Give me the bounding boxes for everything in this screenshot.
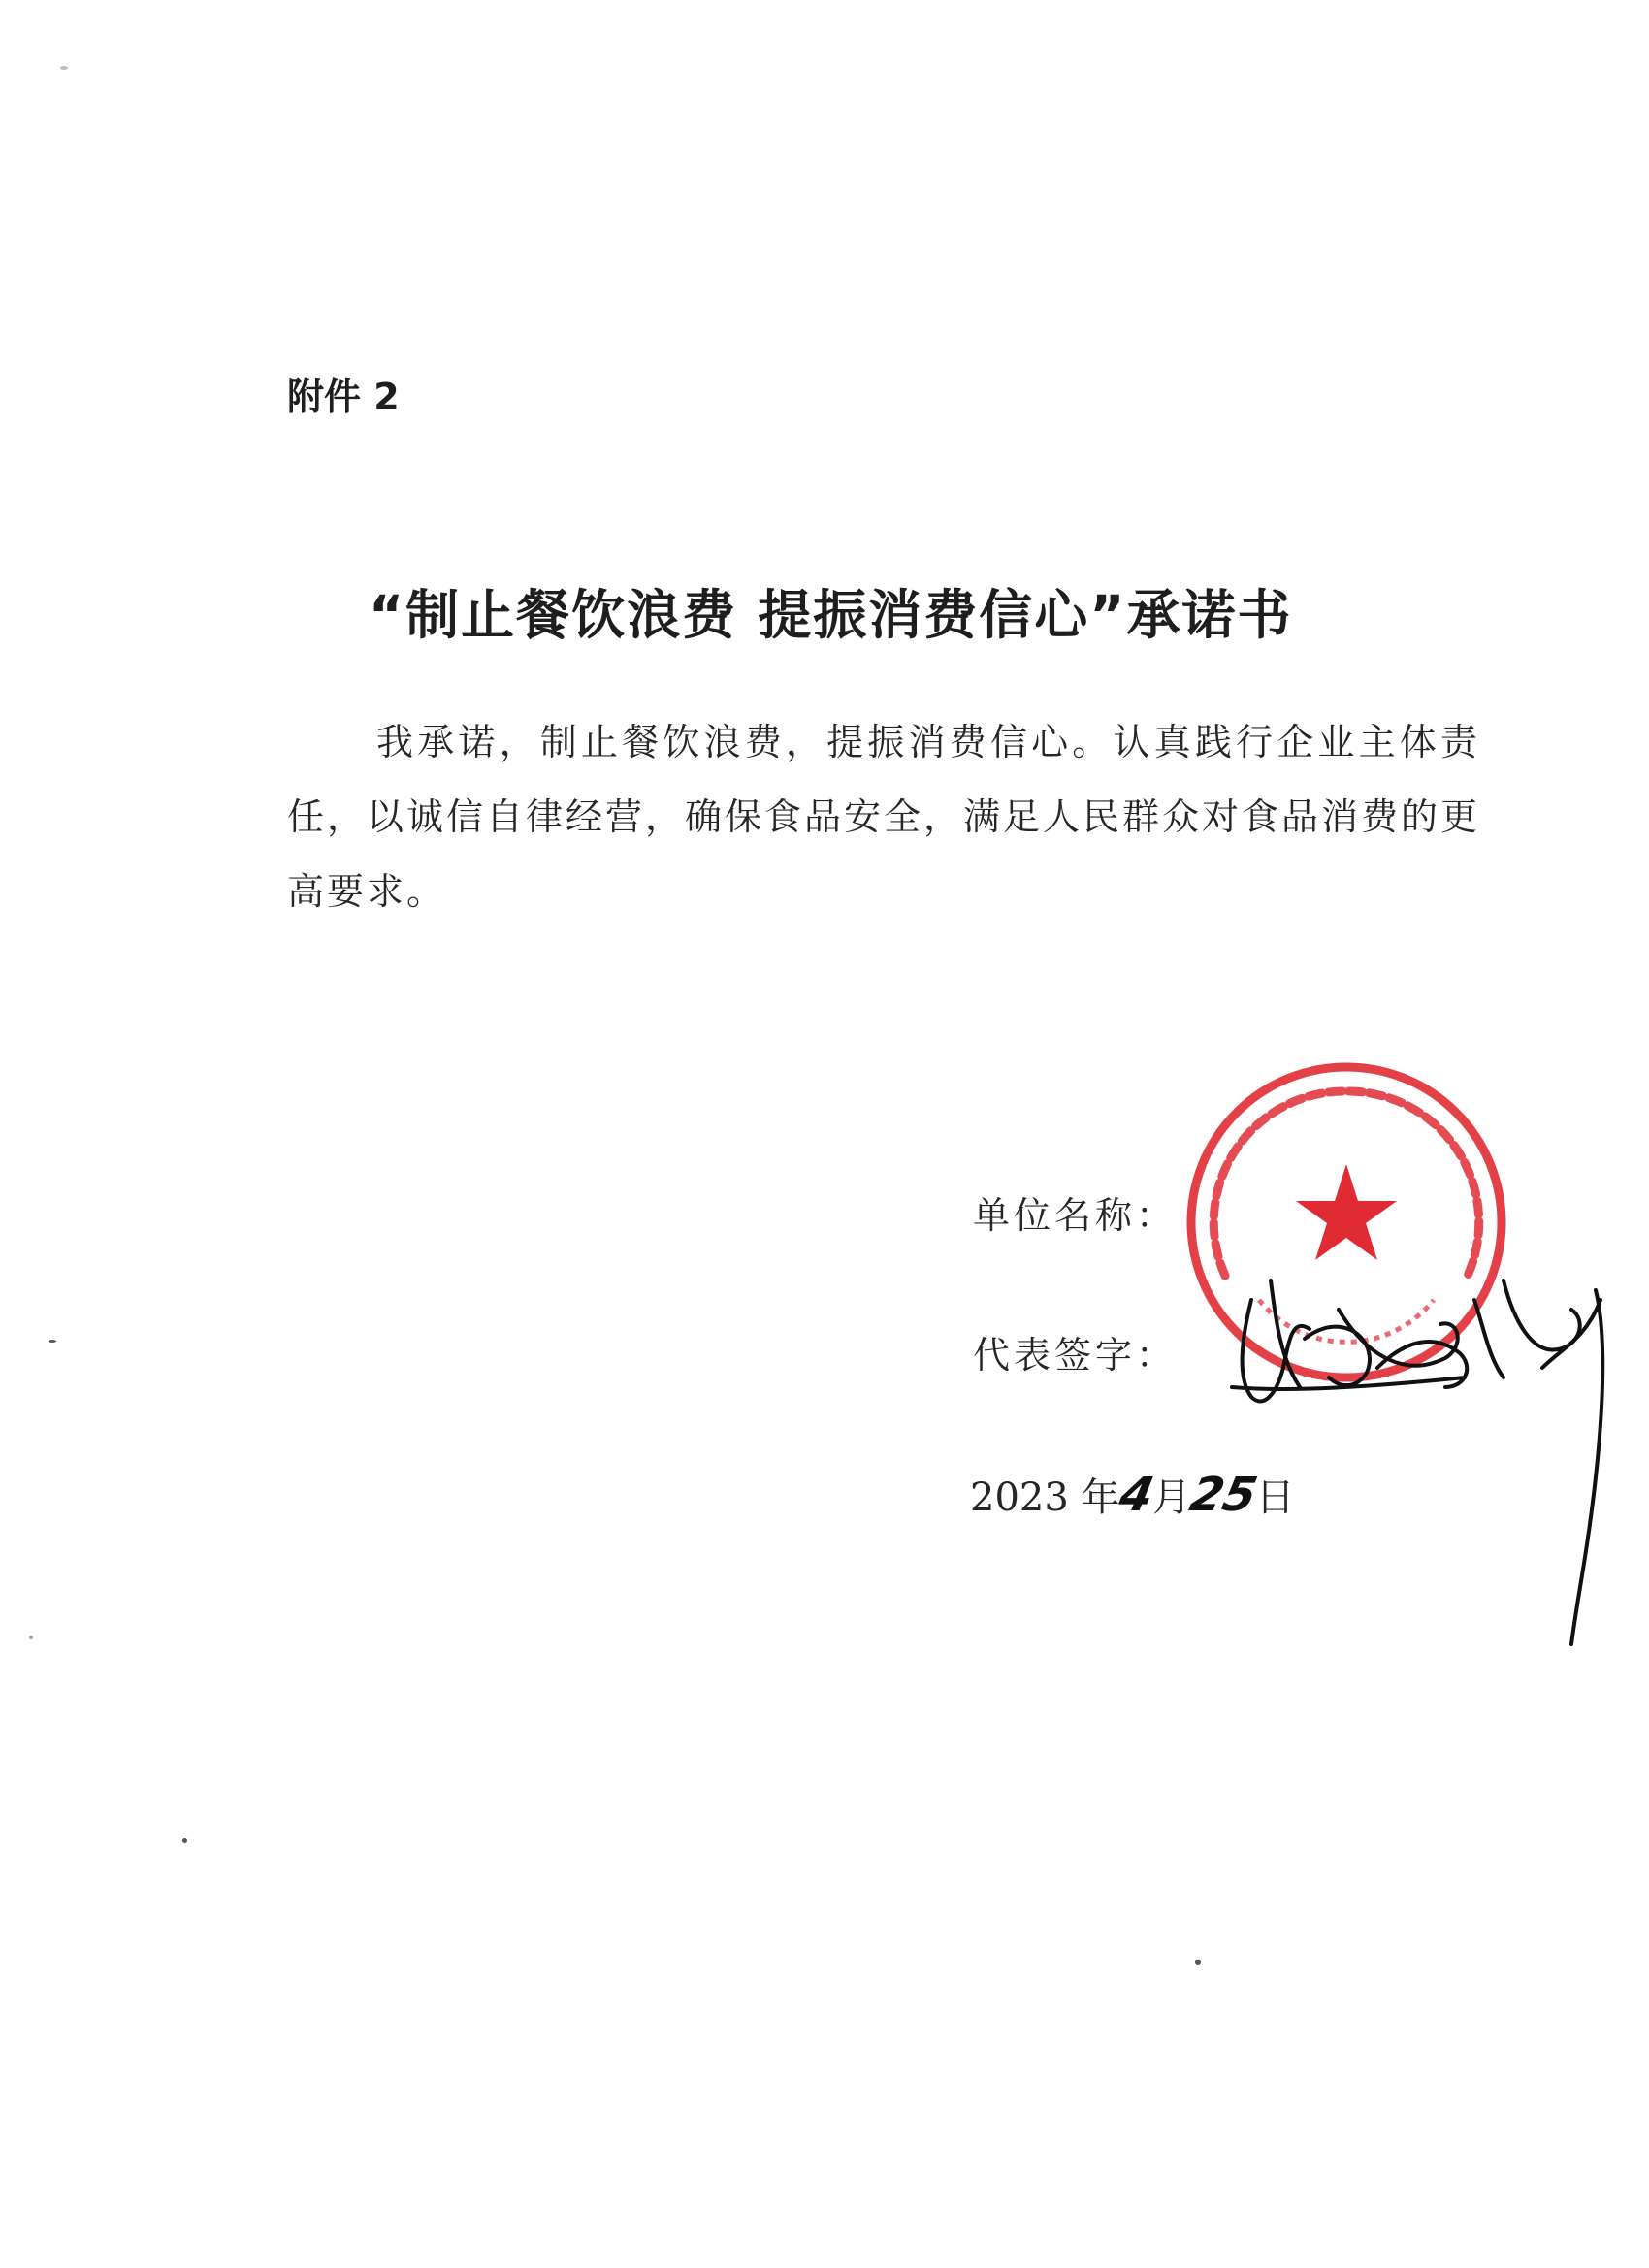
date-year: 2023: [970, 1475, 1069, 1520]
commitment-body: 我承诺，制止餐饮浪费，提振消费信心。认真践行企业主体责任，以诚信自律经营，确保食品安全，满足人民群众对食品消费的更高要求。: [287, 721, 1481, 913]
handwritten-signature: [1212, 1242, 1639, 1649]
date-year-suffix: 年: [1081, 1475, 1120, 1520]
date-month-suffix: 月: [1151, 1475, 1191, 1520]
document-title: “制止餐饮浪费 提振消费信心”承诺书: [369, 584, 1293, 646]
scan-speck: [60, 66, 68, 70]
scan-speck: [29, 1636, 33, 1639]
scan-speck: [1195, 1960, 1201, 1965]
date-day-handwritten: 25: [1184, 1468, 1262, 1522]
attachment-label: 附件 2: [287, 375, 400, 418]
signature-label: 代表签字：: [973, 1334, 1178, 1377]
scan-speck: [48, 1340, 56, 1343]
scan-speck: [182, 1838, 187, 1843]
date-day-suffix: 日: [1255, 1475, 1295, 1520]
unit-name-label: 单位名称：: [973, 1194, 1178, 1237]
date-month-handwritten: 4: [1114, 1468, 1158, 1522]
